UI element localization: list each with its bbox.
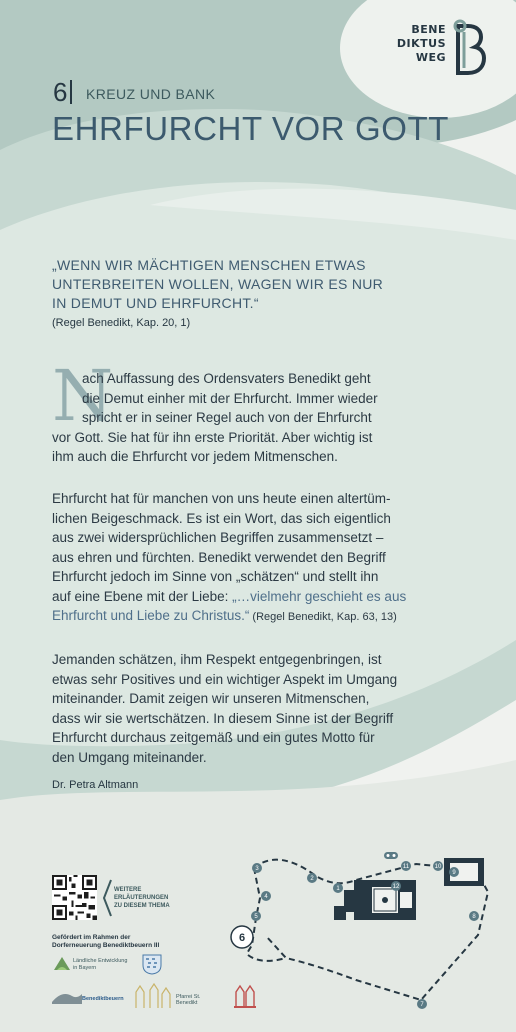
text-line: ihm auch die Ehrfurcht vor jedem Mitmenschen.: [52, 449, 338, 464]
funding-line: Gefördert im Rahmen der: [52, 934, 131, 941]
page-title: EHRFURCHT VOR GOTT: [52, 110, 450, 147]
text-line: [52, 606, 476, 628]
qr-label-line: ERLÄUTERUNGEN: [114, 895, 169, 901]
svg-text:8: 8: [472, 914, 476, 920]
funding-note: [52, 934, 182, 950]
quote: [52, 256, 422, 313]
quote-line: „WENN WIR MÄCHTIGEN MENSCHEN ETWAS: [52, 257, 366, 273]
text-line: ach Auffassung des Ordensvaters Benedikt geht: [82, 371, 371, 386]
svg-text:5: 5: [254, 914, 258, 920]
svg-text:4: 4: [264, 894, 268, 900]
current-station-label: 6: [238, 932, 246, 944]
chevron-left-icon: [102, 878, 112, 918]
rural-development-label: Ländliche Entwicklung in Bayern: [73, 958, 128, 971]
text-line: den Umgang miteinander.: [52, 749, 207, 765]
inline-source: (Regel Benedikt, Kap. 63, 13): [249, 611, 397, 623]
text-line: vor Gott. Sie hat für ihn erste Priorität. Aber wichtig ist: [52, 429, 373, 445]
paragraph-2: [52, 489, 476, 628]
paragraph-3: [52, 650, 476, 767]
svg-text:7: 7: [420, 1002, 424, 1008]
text-line: Ehrfurcht durchaus zeitgemäß und ein gutes Motto für: [52, 730, 375, 745]
funding-line: Dorferneuerung Benediktbeuern III: [52, 942, 160, 949]
pfarrei-logo-icon: [132, 982, 176, 1010]
svg-text:12: 12: [392, 884, 400, 890]
quote-inline: Ehrfurcht und Liebe zu Christus.“: [52, 608, 250, 623]
qr-code-icon[interactable]: [52, 875, 97, 920]
station-number: 6: [53, 77, 72, 108]
paragraph-1: [52, 369, 476, 467]
route-map[interactable]: [226, 840, 506, 1020]
svg-text:10: 10: [434, 864, 442, 870]
qr-label-line: ZU DIESEM THEMA: [114, 903, 170, 909]
pfarrei-logo-label: Pfarrei St. Benedikt: [176, 994, 201, 1006]
quote-line: IN DEMUT UND EHRFURCHT.“: [52, 295, 259, 311]
text-line: Ehrfurcht jedoch im Sinne von „schätzen“ und stellt ihn: [52, 569, 379, 584]
bavaria-coat-of-arms-icon: [140, 953, 164, 975]
svg-text:1: 1: [336, 886, 340, 892]
text-line: miteinander. Damit zeigen wir unseren Mitmenschen,: [52, 691, 370, 706]
text-line: Ehrfurcht hat für manchen von uns heute einen altertüm-: [52, 491, 391, 506]
map-building-klosteranlage: [334, 880, 416, 920]
author: Dr. Petra Altmann: [52, 779, 139, 791]
map-current-station: [231, 926, 253, 948]
svg-text:2: 2: [310, 876, 314, 882]
quote-line: UNTERBREITEN WOLLEN, WAGEN WIR ES NUR: [52, 276, 384, 292]
text-line: die Demut einher mit der Ehrfurcht. Immer wieder: [82, 390, 378, 406]
qr-label: [114, 886, 174, 910]
rural-development-logo-icon: [52, 954, 72, 974]
quote-inline: „…vielmehr geschieht es aus: [232, 588, 407, 604]
station-subtitle: KREUZ UND BANK: [86, 86, 216, 102]
logo-line3: WEG: [415, 51, 446, 64]
svg-text:11: 11: [402, 864, 410, 870]
text-line: lichen Beigeschmack. Es ist ein Wort, das sich eigentlich: [52, 510, 391, 526]
benediktbeuern-logo-label: Benediktbeuern: [82, 996, 124, 1002]
drop-cap: N: [52, 355, 114, 437]
svg-text:3: 3: [255, 866, 259, 872]
text-line: [52, 587, 476, 607]
text-run: auf eine Ebene mit der Liebe:: [52, 588, 233, 604]
svg-text:9: 9: [452, 870, 456, 876]
text-line: dass wir sie wertschätzen. In diesem Sinne ist der Begriff: [52, 710, 394, 726]
text-line: etwas sehr Positives und ein wichtiger Aspekt im Umgang: [52, 671, 398, 687]
benediktbeuern-logo-icon: [52, 986, 82, 1006]
text-line: Jemanden schätzen, ihm Respekt entgegenbringen, ist: [52, 652, 382, 667]
benediktusweg-logo: [397, 23, 446, 65]
text-line: spricht er in seiner Regel auch von der Ehrfurcht: [82, 410, 372, 425]
qr-label-line: WEITERE: [114, 887, 142, 893]
logo-line2: DIKTUS: [396, 37, 446, 50]
text-line: aus zwei widersprüchlichen Begriffen zusammensetzt –: [52, 530, 384, 545]
text-line: aus ehren und fürchten. Benedikt verwendet den Begriff: [52, 549, 386, 565]
quote-source: (Regel Benedikt, Kap. 20, 1): [52, 317, 191, 329]
logo-line1: BENE: [411, 23, 446, 36]
logo-b-icon: [448, 18, 488, 78]
